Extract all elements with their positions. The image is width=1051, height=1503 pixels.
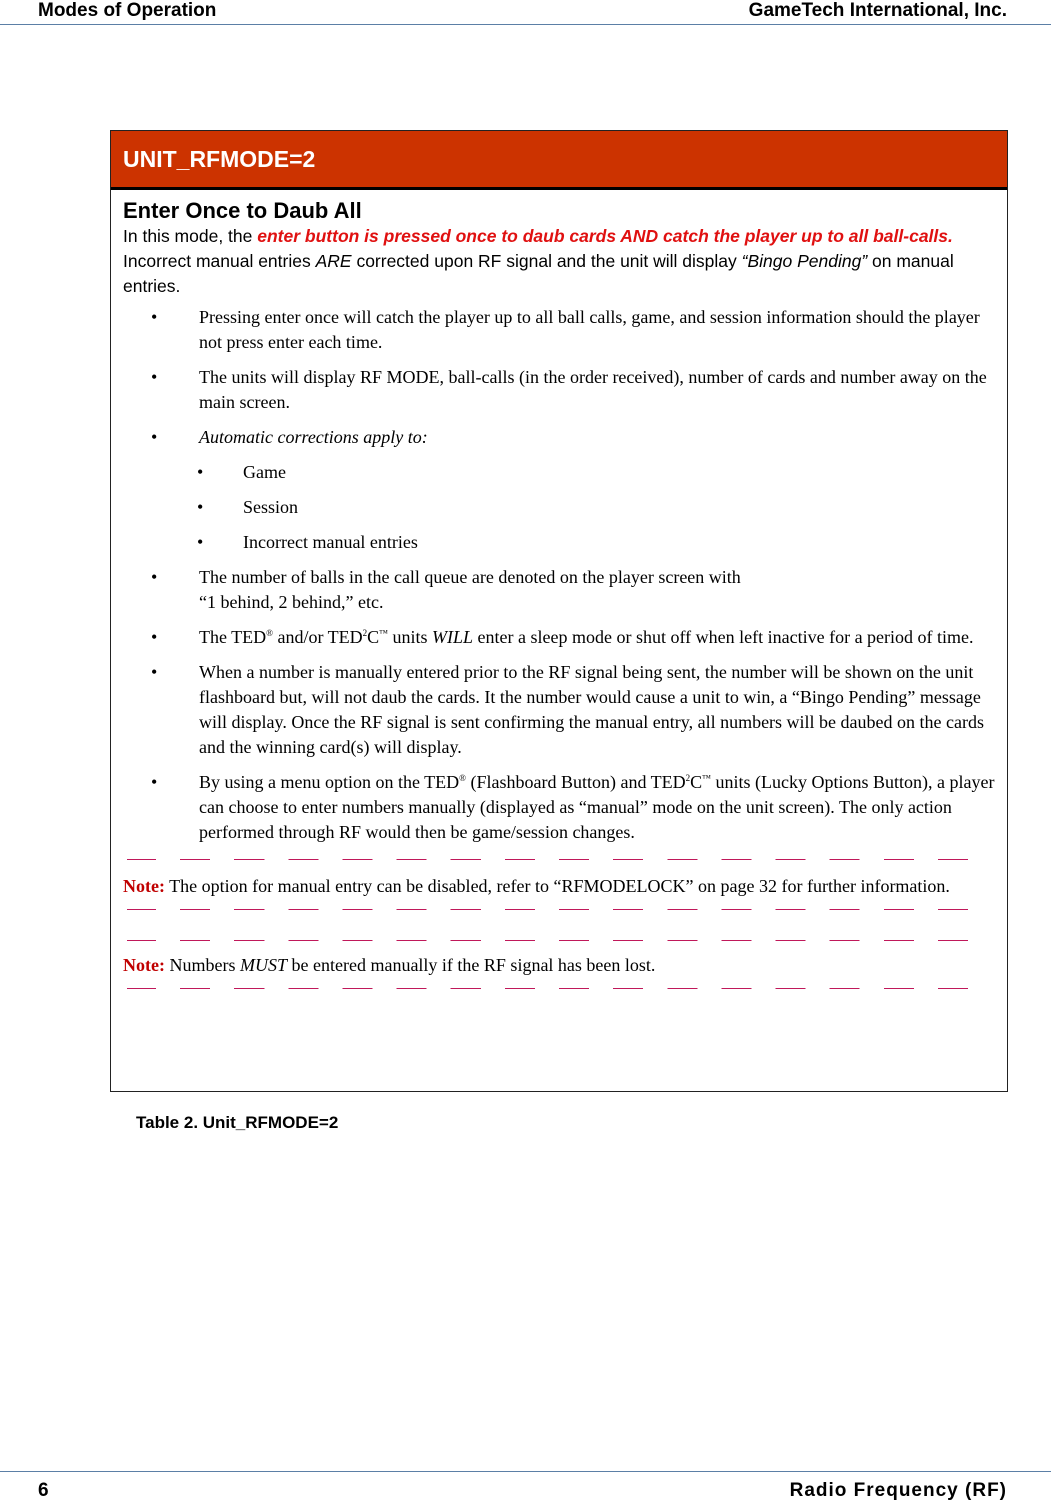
mode-subtitle: Enter Once to Daub All — [123, 198, 362, 223]
note-divider — [127, 859, 991, 860]
bullet-icon: • — [151, 772, 158, 792]
note-text: Numbers — [164, 955, 240, 975]
list-item — [123, 305, 995, 355]
page-number: 6 — [38, 1480, 49, 1501]
intro-text: Incorrect manual entries — [123, 251, 316, 271]
list-item-text: Incorrect manual entries — [243, 532, 418, 552]
intro-text: on manual entries. — [123, 251, 954, 296]
list-item-text: Pressing enter once will catch the player up to all ball calls, game, and session information should the player not press enter each time. — [199, 307, 980, 352]
bullet-list — [123, 305, 995, 845]
list-item-text: units (Lucky Options Button), a player can choose to enter numbers manually (displayed as “manual” mode on the unit screen). The only action performed through RF would then be game/session changes. — [199, 772, 995, 842]
list-item — [123, 625, 995, 650]
note-text: be entered manually if the RF signal has been lost. — [287, 955, 656, 975]
list-item-text: (Flashboard Button) and TED — [466, 772, 686, 792]
note-emphasis: MUST — [239, 955, 287, 975]
bullet-icon: • — [151, 427, 158, 447]
list-item-text: Session — [243, 497, 299, 517]
list-item-text: and/or TED — [273, 627, 363, 647]
bullet-icon: • — [197, 462, 204, 482]
bullet-icon: • — [197, 497, 204, 517]
list-item-text: enter a sleep mode or shut off when left inactive for a period of time. — [473, 627, 974, 647]
note-divider — [127, 940, 991, 941]
note-label: Note: — [123, 955, 165, 975]
registered-mark: ® — [459, 773, 466, 783]
bullet-icon: • — [151, 307, 158, 327]
header-rule — [0, 24, 1051, 25]
bullet-icon: • — [151, 627, 158, 647]
intro-text: corrected upon RF signal and the unit will display — [351, 251, 742, 271]
trademark-mark: ™ — [379, 628, 388, 638]
intro-text: In this mode, the — [123, 226, 258, 246]
note-text: The option for manual entry can be disabled, refer to “RFMODELOCK” on page 32 for further information. — [164, 876, 950, 896]
bullet-icon: • — [151, 567, 158, 587]
superscript: 2 — [362, 628, 368, 638]
bullet-icon: • — [151, 662, 158, 682]
superscript: 2 — [685, 773, 691, 783]
list-item-text: units — [388, 627, 433, 647]
list-item — [123, 425, 995, 450]
table-caption: Table 2. Unit_RFMODE=2 — [136, 1113, 339, 1132]
note-manual-entry — [123, 874, 995, 899]
list-item-text: Game — [243, 462, 286, 482]
header-section-title: Modes of Operation — [38, 0, 217, 21]
note-rf-lost — [123, 953, 995, 978]
list-item — [123, 770, 995, 845]
list-item — [123, 460, 995, 485]
list-item-text: By using a menu option on the TED — [199, 772, 460, 792]
list-item-text: The number of balls in the call queue are denoted on the player screen with — [199, 567, 741, 587]
intro-highlight: enter button is pressed once to daub cards AND catch the player up to all ball-calls. — [257, 226, 953, 246]
list-item — [123, 365, 995, 415]
list-item — [123, 565, 995, 615]
intro-emphasis: ARE — [315, 251, 352, 271]
list-item-text: When a number is manually entered prior to the RF signal being sent, the number will be shown on the unit flashboard but, will not daub the cards. It the number would cause a unit to win, a “Bingo Pending” message will display. Once the RF signal is sent confirming the manual entry, all numbers will be daubed on the cards and the winning card(s) will display. — [199, 662, 984, 757]
footer-section: Radio Frequency (RF) — [789, 1480, 1007, 1501]
list-item-text: “1 behind, 2 behind,” etc. — [199, 592, 384, 612]
note-label: Note: — [123, 876, 165, 896]
list-item-text: The TED — [199, 627, 267, 647]
list-item — [123, 495, 995, 520]
list-item-text: The units will display RF MODE, ball-calls (in the order received), number of cards and number away on the main screen. — [199, 367, 987, 412]
header-company: GameTech International, Inc. — [748, 0, 1007, 21]
list-item-text: Automatic corrections apply to: — [199, 427, 428, 447]
list-item-emphasis: WILL — [432, 627, 474, 647]
rfmode-table — [110, 130, 1008, 1092]
intro-emphasis: “Bingo Pending” — [741, 251, 868, 271]
table-body — [111, 190, 1007, 989]
list-item — [123, 530, 995, 555]
list-item — [123, 660, 995, 760]
bullet-icon: • — [197, 532, 204, 552]
footer-rule — [0, 1471, 1051, 1472]
note-divider — [127, 988, 991, 989]
bullet-icon: • — [151, 367, 158, 387]
trademark-mark: ™ — [702, 773, 711, 783]
list-item-text: C — [367, 627, 380, 647]
registered-mark: ® — [266, 628, 273, 638]
intro-paragraph — [123, 224, 995, 299]
note-divider — [127, 909, 991, 910]
list-item-text: C — [690, 772, 703, 792]
table-heading: UNIT_RFMODE=2 — [111, 131, 1007, 190]
